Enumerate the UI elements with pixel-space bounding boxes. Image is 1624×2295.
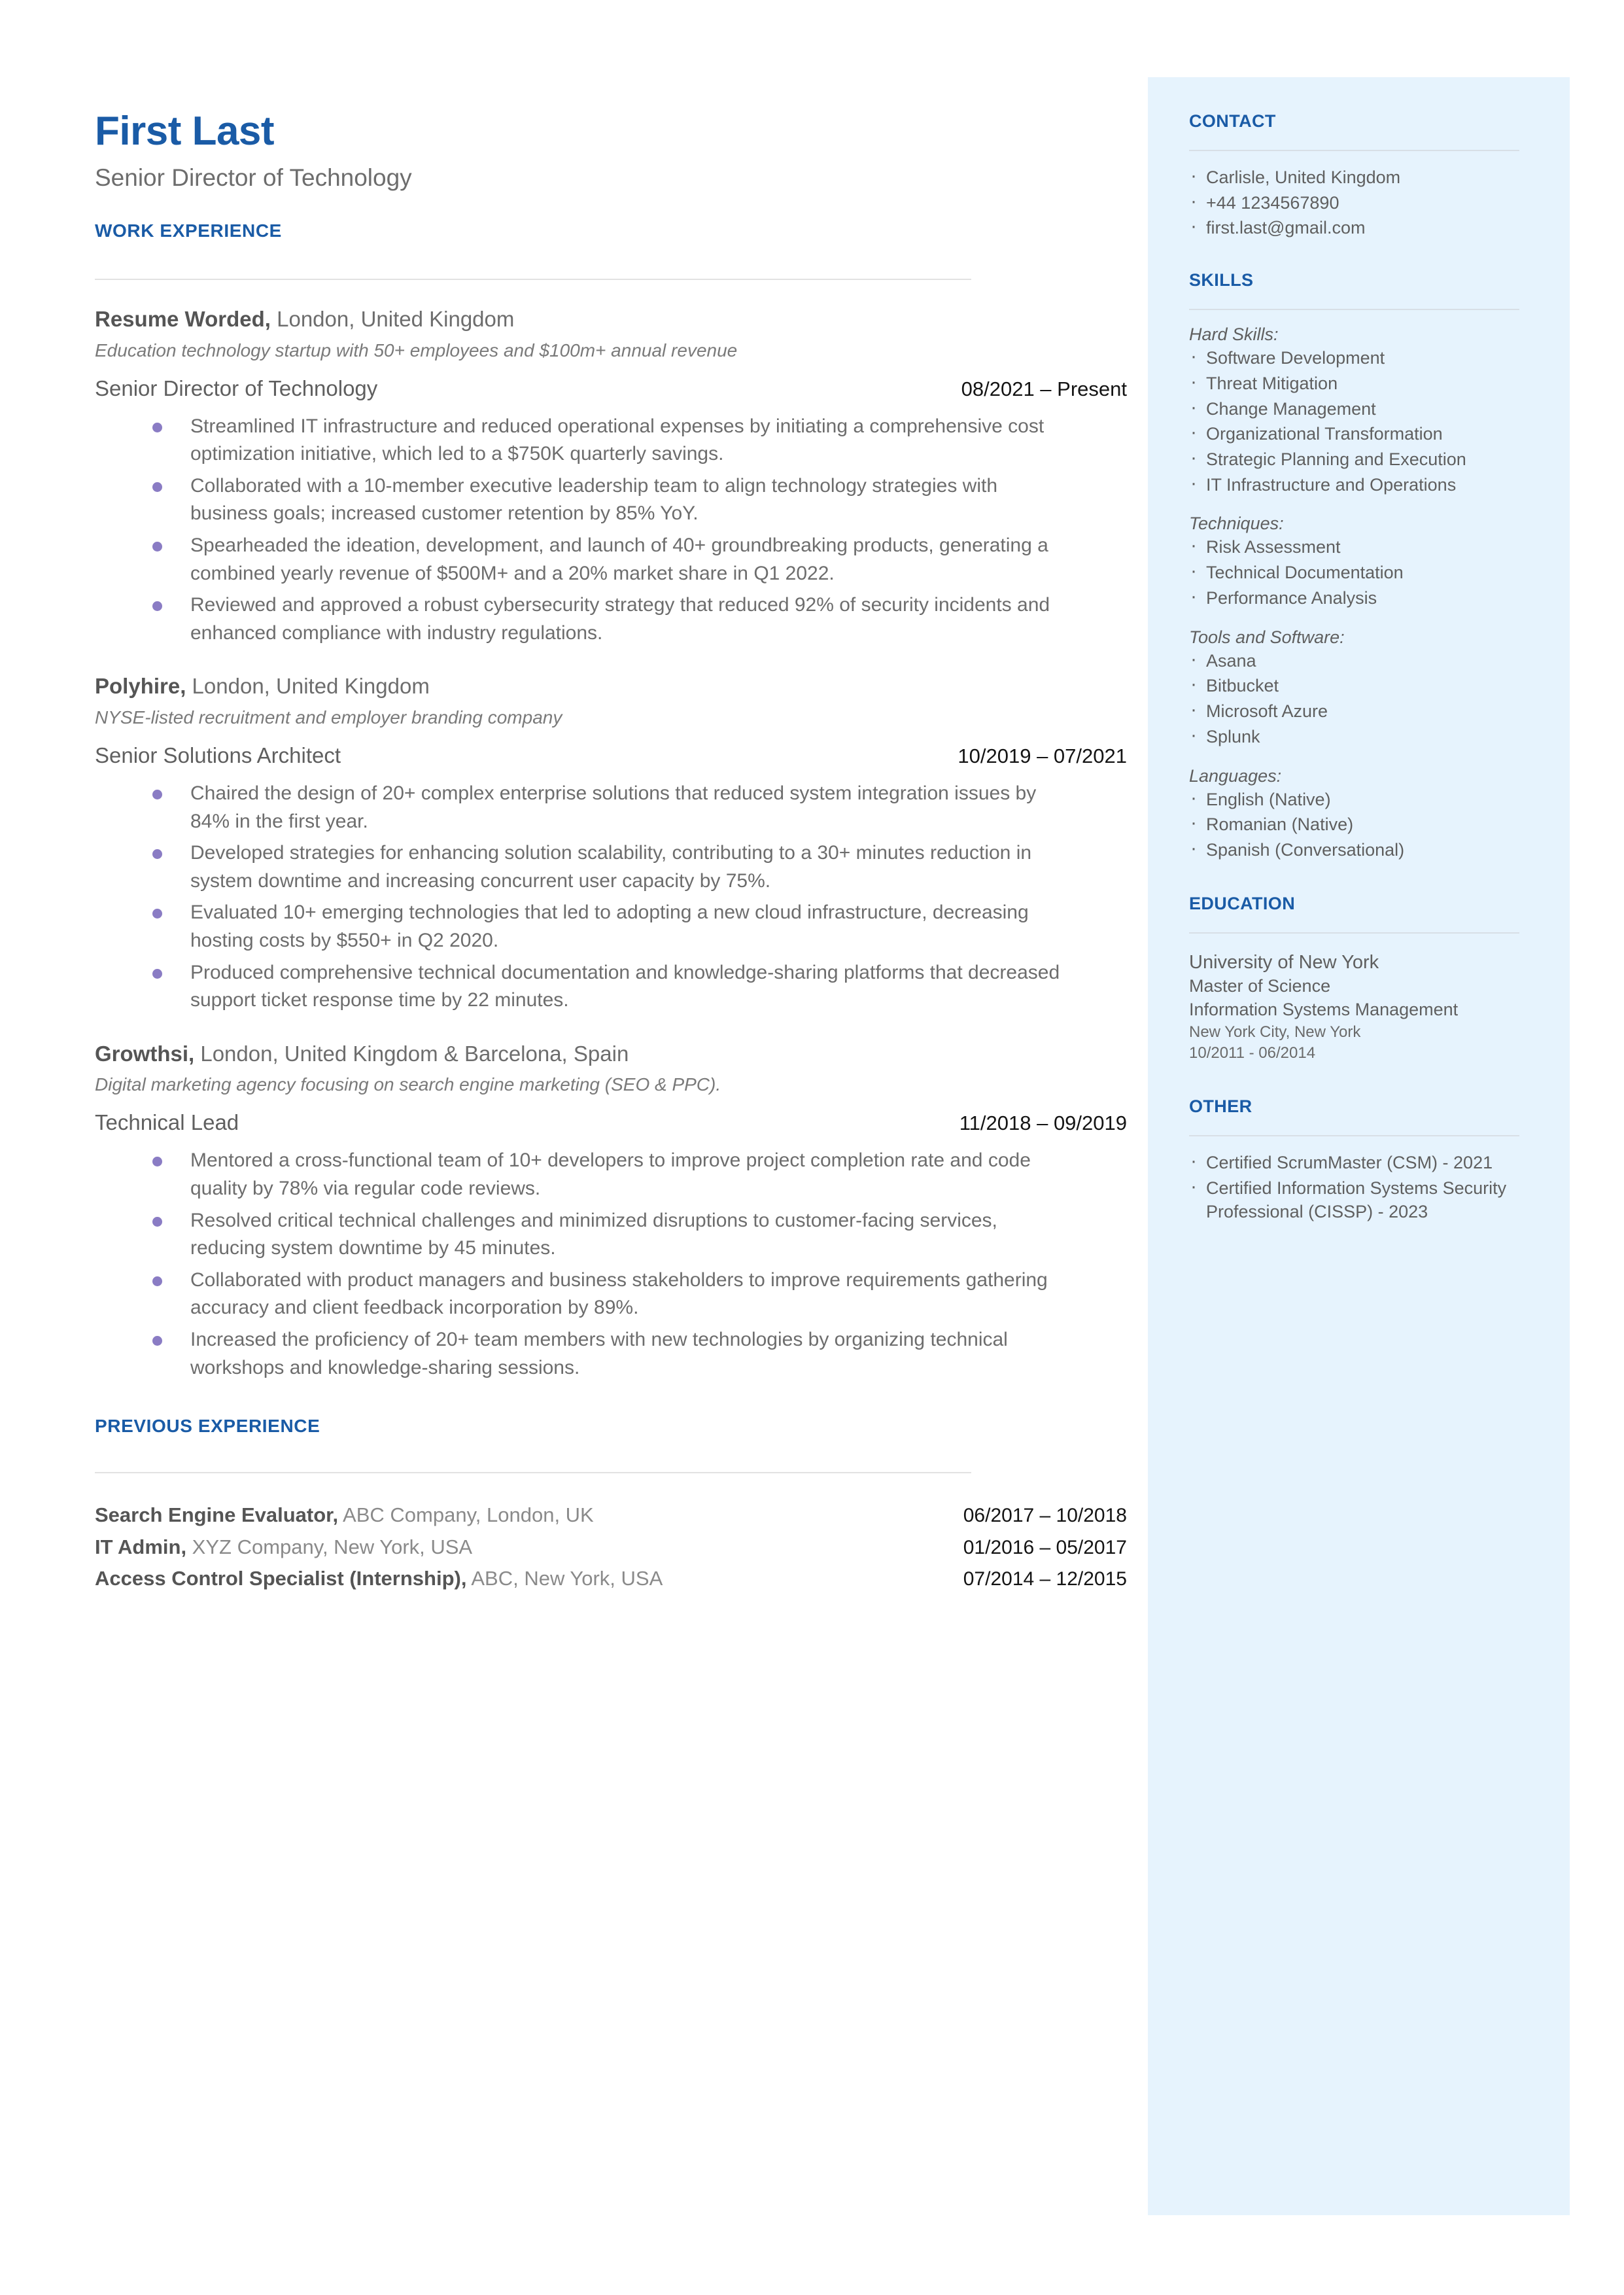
education-degree: Master of Science — [1189, 976, 1331, 996]
previous-experience-label — [95, 1563, 663, 1594]
previous-experience-detail: ABC Company, London, UK — [338, 1503, 594, 1527]
skills-group-list — [1189, 346, 1529, 497]
role-bullet: Produced comprehensive technical documentation and knowledge-sharing platforms that decreased support ticket response time by 22 minutes. — [152, 959, 1069, 1015]
company-location: London, United Kingdom — [186, 674, 430, 699]
previous-experience-dates: 06/2017 – 10/2018 — [963, 1505, 1127, 1527]
company-name: Polyhire, — [95, 674, 186, 699]
role-title: Technical Lead — [95, 1110, 239, 1135]
education-school: University of New York — [1189, 951, 1379, 973]
role-bullet-list — [95, 413, 1069, 648]
previous-experience-row — [95, 1563, 1127, 1595]
sidebar-divider-other — [1189, 1135, 1519, 1136]
work-experience-list — [95, 306, 1127, 1382]
previous-experience-title: Access Control Specialist (Internship), — [95, 1567, 467, 1590]
sidebar-divider-skills — [1189, 309, 1519, 310]
skill-item: · Risk Assessment — [1189, 535, 1529, 559]
company-location: London, United Kingdom — [270, 307, 515, 332]
section-heading-previous-experience: PREVIOUS EXPERIENCE — [95, 1416, 320, 1437]
role-bullet: Collaborated with a 10-member executive leadership team to align technology strategies with business goals; increased customer retention by 85% YoY. — [152, 472, 1069, 528]
skill-item: · Performance Analysis — [1189, 586, 1529, 610]
skills-group-list — [1189, 535, 1529, 610]
sidebar-heading-contact: CONTACT — [1189, 111, 1276, 131]
skill-item: · Romanian (Native) — [1189, 813, 1529, 837]
skill-item: · Change Management — [1189, 397, 1529, 421]
work-experience-entry — [95, 306, 1127, 647]
role-row — [95, 376, 1127, 401]
candidate-headline: Senior Director of Technology — [95, 164, 412, 192]
previous-experience-title: IT Admin, — [95, 1535, 187, 1558]
role-bullet: Resolved critical technical challenges and minimized disruptions to customer-facing services, reducing system downtime by 45 minutes. — [152, 1207, 1069, 1263]
work-experience-entry — [95, 1041, 1127, 1382]
role-bullet: Developed strategies for enhancing solution scalability, contributing to a 30+ minutes reduction in system downtime and increasing concurrent user capacity by 75%. — [152, 839, 1069, 895]
company-name: Growthsi, — [95, 1041, 195, 1066]
contact-list — [1189, 166, 1529, 240]
contact-item: · +44 1234567890 — [1189, 191, 1529, 215]
education-entry — [1189, 951, 1529, 1064]
sidebar-heading-education: EDUCATION — [1189, 893, 1296, 913]
company-description: NYSE-listed recruitment and employer branding company — [95, 707, 562, 728]
skill-item: · English (Native) — [1189, 788, 1529, 812]
previous-experience-row — [95, 1499, 1127, 1532]
role-title: Senior Director of Technology — [95, 376, 378, 400]
skill-item: · Bitbucket — [1189, 674, 1529, 698]
skills-group-list — [1189, 649, 1529, 749]
skill-item: · Microsoft Azure — [1189, 699, 1529, 724]
role-row — [95, 743, 1127, 768]
role-bullet: Mentored a cross-functional team of 10+ developers to improve project completion rate and code quality by 78% via regular code reviews. — [152, 1147, 1069, 1202]
previous-experience-title: Search Engine Evaluator, — [95, 1503, 339, 1527]
sidebar-heading-other: OTHER — [1189, 1096, 1253, 1116]
previous-experience-row — [95, 1532, 1127, 1564]
section-divider-work-experience — [95, 279, 971, 280]
skills-groups — [1189, 324, 1529, 862]
previous-experience-label — [95, 1499, 594, 1531]
role-bullet-list — [95, 780, 1069, 1015]
company-line — [95, 306, 1127, 332]
skill-item: · Organizational Transformation — [1189, 422, 1529, 446]
contact-item: · first.last@gmail.com — [1189, 216, 1529, 240]
role-dates: 11/2018 – 09/2019 — [959, 1112, 1127, 1135]
skill-item: · Spanish (Conversational) — [1189, 838, 1529, 862]
skill-item: · Asana — [1189, 649, 1529, 673]
skills-group-label: Techniques: — [1189, 514, 1284, 534]
previous-experience-detail: XYZ Company, New York, USA — [186, 1535, 473, 1558]
sidebar-divider-contact — [1189, 150, 1519, 151]
role-title: Senior Solutions Architect — [95, 743, 341, 768]
role-bullet: Evaluated 10+ emerging technologies that led to adopting a new cloud infrastructure, decreasing hosting costs by $550+ in Q2 2020. — [152, 899, 1069, 955]
role-bullet: Increased the proficiency of 20+ team members with new technologies by organizing technical workshops and knowledge-sharing sessions. — [152, 1326, 1069, 1382]
company-description: Education technology startup with 50+ employees and $100m+ annual revenue — [95, 340, 738, 360]
other-list — [1189, 1151, 1529, 1224]
company-line — [95, 1041, 1127, 1067]
skill-item: · Threat Mitigation — [1189, 372, 1529, 396]
main-column — [95, 0, 1127, 1595]
company-name: Resume Worded, — [95, 307, 271, 332]
education-dates: 10/2011 - 06/2014 — [1189, 1043, 1316, 1062]
section-heading-work-experience: WORK EXPERIENCE — [95, 220, 282, 241]
skills-group-list — [1189, 788, 1529, 862]
role-row — [95, 1110, 1127, 1135]
previous-experience-list — [95, 1499, 1127, 1595]
company-location: London, United Kingdom & Barcelona, Spain — [194, 1041, 629, 1066]
sidebar-divider-education — [1189, 932, 1519, 934]
other-item: · Certified ScrumMaster (CSM) - 2021 — [1189, 1151, 1529, 1175]
education-location: New York City, New York — [1189, 1023, 1361, 1041]
contact-item: · Carlisle, United Kingdom — [1189, 166, 1529, 190]
previous-experience-label — [95, 1532, 472, 1563]
skills-group-label: Hard Skills: — [1189, 324, 1279, 345]
role-bullet: Chaired the design of 20+ complex enterprise solutions that reduced system integration issues by 84% in the first year. — [152, 780, 1069, 835]
sidebar-heading-skills: SKILLS — [1189, 270, 1254, 290]
skills-group-label: Languages: — [1189, 765, 1282, 786]
role-bullet: Collaborated with product managers and business stakeholders to improve requirements gathering accuracy and client feedback incorporation by 89%. — [152, 1267, 1069, 1322]
skill-item: · Strategic Planning and Execution — [1189, 447, 1529, 472]
previous-experience-detail: ABC, New York, USA — [466, 1567, 663, 1590]
other-item: · Certified Information Systems Security Professional (CISSP) - 2023 — [1189, 1176, 1529, 1224]
education-field: Information Systems Management — [1189, 999, 1459, 1019]
role-dates: 10/2019 – 07/2021 — [958, 745, 1127, 768]
role-dates: 08/2021 – Present — [961, 377, 1127, 400]
candidate-name: First Last — [95, 109, 275, 154]
company-description: Digital marketing agency focusing on search engine marketing (SEO & PPC). — [95, 1074, 721, 1095]
skill-item: · Splunk — [1189, 725, 1529, 749]
previous-experience-dates: 01/2016 – 05/2017 — [963, 1536, 1127, 1558]
role-bullet: Reviewed and approved a robust cybersecurity strategy that reduced 92% of security incidents and enhanced compliance with industry regulations. — [152, 591, 1069, 647]
skill-item: · Software Development — [1189, 346, 1529, 370]
role-bullet: Spearheaded the ideation, development, and launch of 40+ groundbreaking products, generating a combined yearly revenue of $500M+ and a 20% market share in Q1 2022. — [152, 532, 1069, 587]
role-bullet: Streamlined IT infrastructure and reduced operational expenses by initiating a comprehensive cost optimization initiative, which led to a $750K quarterly savings. — [152, 413, 1069, 468]
skills-group-label: Tools and Software: — [1189, 627, 1345, 647]
previous-experience-dates: 07/2014 – 12/2015 — [963, 1568, 1127, 1590]
skill-item: · Technical Documentation — [1189, 561, 1529, 585]
skill-item: · IT Infrastructure and Operations — [1189, 473, 1529, 497]
sidebar-column — [1189, 0, 1529, 1225]
role-bullet-list — [95, 1147, 1069, 1382]
work-experience-entry — [95, 673, 1127, 1014]
section-divider-previous-experience — [95, 1472, 971, 1473]
company-line — [95, 673, 1127, 699]
